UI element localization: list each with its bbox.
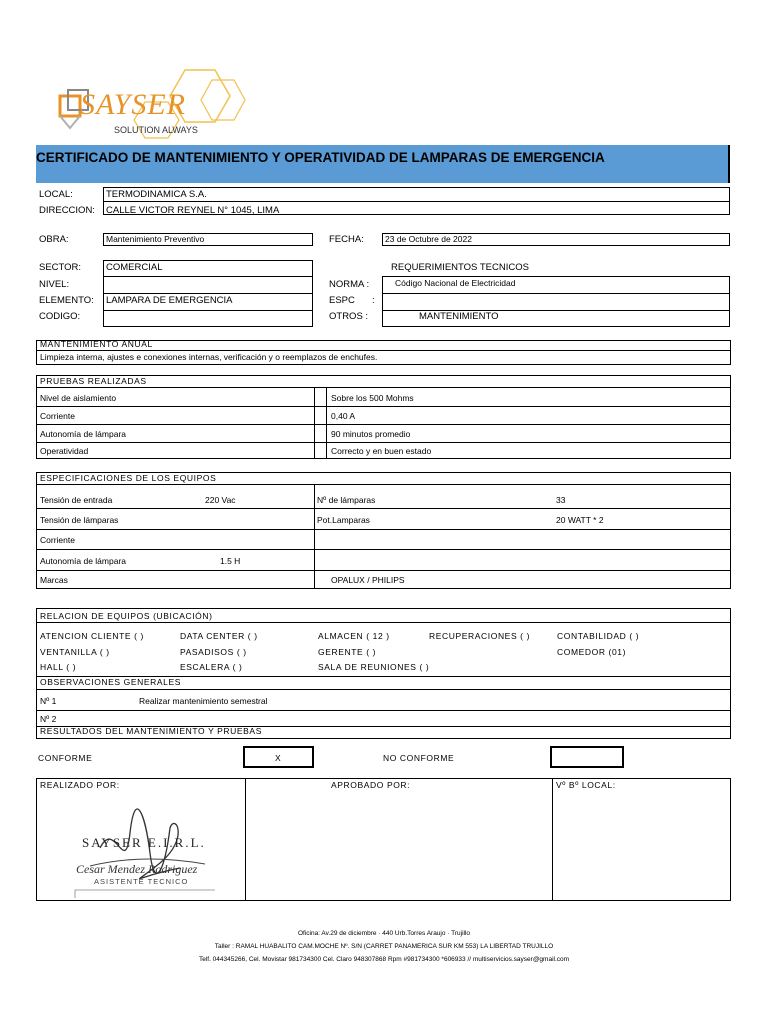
mantenimiento-text: Limpieza interna, ajustes e conexiones internas, verificación y o reemplazos de enchufes.: [40, 352, 378, 362]
fecha-value: 23 de Octubre de 2022: [385, 234, 472, 244]
prueba-value: 90 minutos promedio: [331, 429, 411, 439]
ubicacion-pasadisos: PASADISOS ( ): [180, 647, 247, 657]
tension-entrada-label: Tensión de entrada: [40, 495, 113, 505]
no-conforme-checkbox[interactable]: [550, 746, 624, 768]
page-title: CERTIFICADO DE MANTENIMIENTO Y OPERATIVIDAD DE LAMPARAS DE EMERGENCIA: [36, 150, 605, 165]
ubicacion-atencion: ATENCION CLIENTE ( ): [40, 631, 144, 641]
prueba-label: Nivel de aislamiento: [40, 393, 117, 403]
ubicacion-ventanilla: VENTANILLA ( ): [40, 647, 110, 657]
nivel-label: NIVEL:: [39, 279, 70, 290]
company-logo: [50, 68, 250, 148]
num-lamparas-label: Nº de lámparas: [317, 495, 376, 505]
mantenimiento-title: MANTENIMIENTO ANUAL: [40, 339, 153, 349]
observacion-n1-value: Realizar mantenimiento semestral: [139, 696, 268, 706]
autonomia-value: 1.5 H: [220, 556, 241, 566]
otros-value: MANTENIMIENTO: [419, 311, 499, 322]
obra-label: OBRA:: [39, 234, 69, 245]
elemento-label: ELEMENTO:: [39, 295, 94, 306]
prueba-label: Corriente: [40, 411, 75, 421]
obra-value: Mantenimiento Preventivo: [106, 234, 205, 244]
logo-brand: SAYSER: [80, 88, 187, 121]
codigo-label: CODIGO:: [39, 311, 81, 322]
otros-label: OTROS :: [329, 311, 369, 322]
especificaciones-box: [36, 472, 731, 589]
ubicacion-almacen: ALMACEN ( 12 ): [318, 631, 390, 641]
conforme-label: CONFORME: [38, 753, 93, 763]
footer-line-3: Telf. 044345266, Cel. Movistar 981734300 Cel. Claro 948307868 Rpm #981734300 *606933 // multiservicios.sayser@gmail.com: [198, 956, 570, 963]
req-title: REQUERIMIENTOS TECNICOS: [391, 262, 529, 273]
conforme-mark: X: [275, 753, 281, 763]
stamp-role: ASISTENTE TECNICO: [94, 877, 189, 886]
norma-label: NORMA :: [329, 279, 370, 290]
resultados-title: RESULTADOS DEL MANTENIMIENTO Y PRUEBAS: [40, 726, 262, 736]
ubicacion-escalera: ESCALERA ( ): [180, 662, 243, 672]
observacion-n1-label: Nº 1: [40, 696, 57, 706]
ubicacion-gerente: GERENTE ( ): [318, 647, 377, 657]
num-lamparas-value: 33: [556, 495, 566, 505]
espc-colon: :: [372, 295, 375, 306]
relacion-title: RELACION DE EQUIPOS (UBICACIÓN): [40, 611, 213, 621]
realizado-label: REALIZADO POR:: [40, 780, 120, 790]
fecha-label: FECHA:: [329, 234, 364, 245]
prueba-value: Correcto y en buen estado: [331, 446, 432, 456]
stamp-company: SAYSER E.I.R.L.: [82, 835, 206, 850]
prueba-label: Autonomía de lámpara: [40, 429, 126, 439]
prueba-value: 0,40 A: [331, 411, 356, 421]
local-value: TERMODINAMICA S.A.: [106, 189, 207, 200]
marcas-label: Marcas: [40, 575, 68, 585]
pot-label: Pot.Lamparas: [317, 515, 370, 525]
tension-lamparas-label: Tensión de lámparas: [40, 515, 119, 525]
elemento-value: LAMPARA DE EMERGENCIA: [106, 295, 233, 306]
pot-value: 20 WATT * 2: [556, 515, 604, 525]
ubicacion-comedor: COMEDOR (01): [557, 647, 627, 657]
direccion-label: DIRECCION:: [39, 205, 95, 216]
signature-stamp: [70, 808, 220, 898]
pruebas-title: PRUEBAS REALIZADAS: [40, 376, 147, 386]
corriente-label: Corriente: [40, 535, 75, 545]
aprobado-label: APROBADO POR:: [331, 780, 411, 790]
vb-label: Vº Bº LOCAL:: [556, 780, 616, 790]
prueba-value: Sobre los 500 Mohms: [331, 393, 414, 403]
norma-value: Código Nacional de Electricidad: [395, 278, 516, 288]
espc-label: ESPC: [329, 295, 355, 306]
footer-line-1: Oficina: Av.29 de diciembre · 440 Urb.Torres Araujo · Trujillo: [297, 930, 471, 937]
prueba-label: Operatividad: [40, 446, 89, 456]
observacion-n2-label: Nº 2: [40, 714, 57, 724]
observaciones-title: OBSERVACIONES GENERALES: [40, 677, 182, 687]
sector-value: COMERCIAL: [106, 262, 163, 273]
relacion-box: [36, 608, 731, 739]
local-label: LOCAL:: [39, 189, 73, 200]
stamp-name: Cesar Mendez Rodriguez: [76, 862, 198, 876]
logo-tagline: SOLUTION ALWAYS: [114, 125, 198, 135]
no-conforme-label: NO CONFORME: [383, 753, 455, 763]
ubicacion-hall: HALL ( ): [40, 662, 77, 672]
ubicacion-sala: SALA DE REUNIONES ( ): [318, 662, 430, 672]
ubicacion-data-center: DATA CENTER ( ): [180, 631, 258, 641]
sector-label: SECTOR:: [39, 262, 82, 273]
direccion-value: CALLE VICTOR REYNEL N° 1045, LIMA: [106, 205, 280, 216]
marcas-value: OPALUX / PHILIPS: [331, 575, 405, 585]
especificaciones-title: ESPECIFICACIONES DE LOS EQUIPOS: [40, 473, 217, 483]
autonomia-label: Autonomía de lámpara: [40, 556, 126, 566]
footer-line-2: Taller : RAMAL HUABALITO CAM.MOCHE Nº. S/N (CARRET PANAMERICA SUR KM 553) LA LIBERTAD TRUJILLO: [214, 943, 554, 950]
tension-entrada-value: 220 Vac: [205, 495, 236, 505]
ubicacion-contabilidad: CONTABILIDAD ( ): [557, 631, 640, 641]
ubicacion-recuperaciones: RECUPERACIONES ( ): [429, 631, 531, 641]
